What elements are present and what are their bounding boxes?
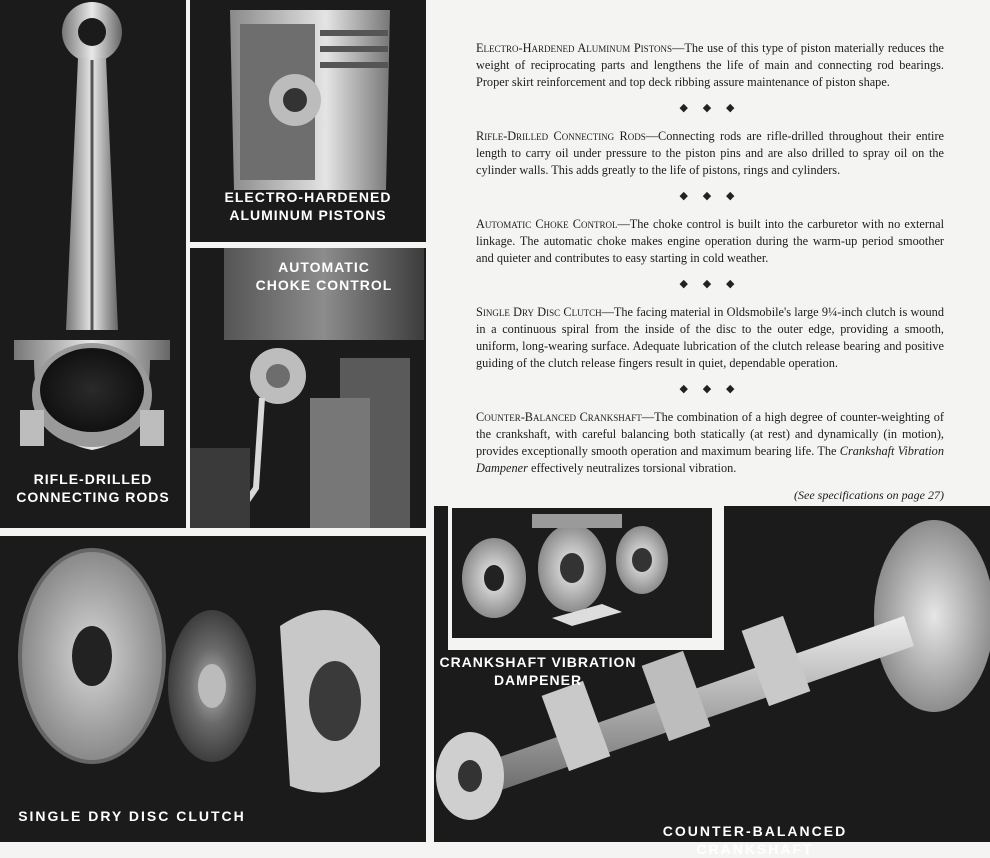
section-choke: Automatic Choke Control—The choke control is built into the carburetor with no external linkage. The automatic choke makes engine operation during the warm-up period smoother and quieter and contributes to easy starting in cold weather. bbox=[476, 217, 944, 266]
rifle-drilled-caption: RIFLE-DRILLED CONNECTING RODS bbox=[16, 471, 170, 506]
crankshaft-photo-panel bbox=[434, 506, 990, 858]
electro-hardened-caption: ELECTRO-HARDENED ALUMINUM PISTONS bbox=[224, 189, 392, 224]
section-heading: Automatic Choke Control bbox=[476, 217, 618, 232]
section-body: The choke control is built into the carburetor with no external linkage. The automatic choke makes engine operation during the warm-up period smoother and quieter and contributes to easy starting in cold weather. bbox=[476, 217, 944, 266]
section-clutch: Single Dry Disc Clutch—The facing material in Oldsmobile's large 9¼-inch clutch is wound in a continuous spiral from the inside of the disc to the outer edge, providing a smooth, uniform, long-wearing surface. Adequate lubrication of the clutch release bearing and positive guiding of the clutch release fingers result in quiet, dependable operation. bbox=[476, 305, 944, 371]
connecting-rod-illustration bbox=[0, 0, 186, 528]
separator-diamonds: ◆ ◆ ◆ bbox=[679, 383, 741, 396]
crankshaft-vibration-dampener-caption: CRANKSHAFT VIBRATION DAMPENER bbox=[439, 654, 637, 689]
section-body-end: effectively neutralizes torsional vibration. bbox=[527, 461, 737, 476]
dampener-illustration bbox=[452, 508, 712, 638]
counter-balanced-crankshaft-caption: COUNTER-BALANCED CRANKSHAFT bbox=[662, 823, 848, 858]
section-crankshaft: Counter-Balanced Crankshaft—The combination of a high degree of counter-weighting of the crankshaft, with careful balancing both statically (at rest) and dynamically (in motion), provides exceptionally smooth operation and maximum bearing life. The Crankshaft Vibration Dampener effectively neutralizes torsional vibration. bbox=[476, 410, 944, 476]
clutch-photo-panel bbox=[0, 536, 426, 842]
single-dry-disc-caption: SINGLE DRY DISC CLUTCH bbox=[18, 808, 246, 824]
section-body: The use of this type of piston materially reduces the weight of reciprocating parts and lengthens the life of main and connecting rod bearings. Proper skirt reinforcement and top deck ribbing assure maintenance of piston shape. bbox=[476, 41, 944, 89]
separator-diamonds: ◆ ◆ ◆ bbox=[679, 101, 741, 114]
separator-diamonds: ◆ ◆ ◆ bbox=[679, 189, 741, 202]
choke-photo-panel bbox=[190, 248, 426, 528]
piston-photo-panel bbox=[190, 0, 426, 242]
section-body-emphasis: Crankshaft Vibration Dampener bbox=[476, 444, 944, 476]
section-connecting-rods: Rifle-Drilled Connecting Rods—Connecting rods are rifle-drilled throughout their entire length to carry oil under pressure to the piston pins and are also drilled to spray oil on the cylinder walls. This adds greatly to the life of pistons, rings and cylinders. bbox=[476, 129, 944, 178]
specifications-note: (See specifications on page 27) bbox=[794, 488, 944, 503]
clutch-illustration bbox=[0, 536, 426, 842]
section-pistons: Electro-Hardened Aluminum Pistons—The use of this type of piston materially reduces the weight of reciprocating parts and lengthens the life of main and connecting rod bearings. Proper skirt reinforcement and top deck ribbing assure maintenance of piston shape. bbox=[476, 41, 944, 89]
section-heading: Single Dry Disc Clutch bbox=[476, 305, 602, 320]
feature-descriptions bbox=[476, 40, 944, 504]
separator-diamonds: ◆ ◆ ◆ bbox=[679, 278, 741, 291]
section-body: The facing material in Oldsmobile's large 9¼-inch clutch is wound in a continuous spiral from the inside of the disc to the outer edge, providing a smooth, uniform, long-wearing surface. Adequate lubrication of the clutch release bearing and positive guiding of the clutch release fingers result in quiet, dependable operation. bbox=[476, 305, 944, 371]
dampener-inset-frame bbox=[448, 504, 724, 650]
section-body: The combination of a high degree of counter-weighting of the crankshaft, with careful balancing both statically (at rest) and dynamically (in motion), provides exceptionally smooth operation and maximum bearing life. The bbox=[476, 410, 944, 459]
dampener-inset-photo bbox=[452, 508, 712, 638]
section-heading: Rifle-Drilled Connecting Rods bbox=[476, 129, 646, 144]
section-body: Connecting rods are rifle-drilled throughout their entire length to carry oil under pressure to the piston pins and are also drilled to spray oil on the cylinder walls. This adds greatly to the life of pistons, rings and cylinders. bbox=[476, 129, 944, 178]
section-heading: Counter-Balanced Crankshaft bbox=[476, 410, 642, 425]
connecting-rod-photo-panel bbox=[0, 0, 186, 528]
section-heading: Electro-Hardened Aluminum Pistons bbox=[476, 41, 673, 55]
automatic-choke-caption: AUTOMATIC CHOKE CONTROL bbox=[255, 259, 393, 294]
